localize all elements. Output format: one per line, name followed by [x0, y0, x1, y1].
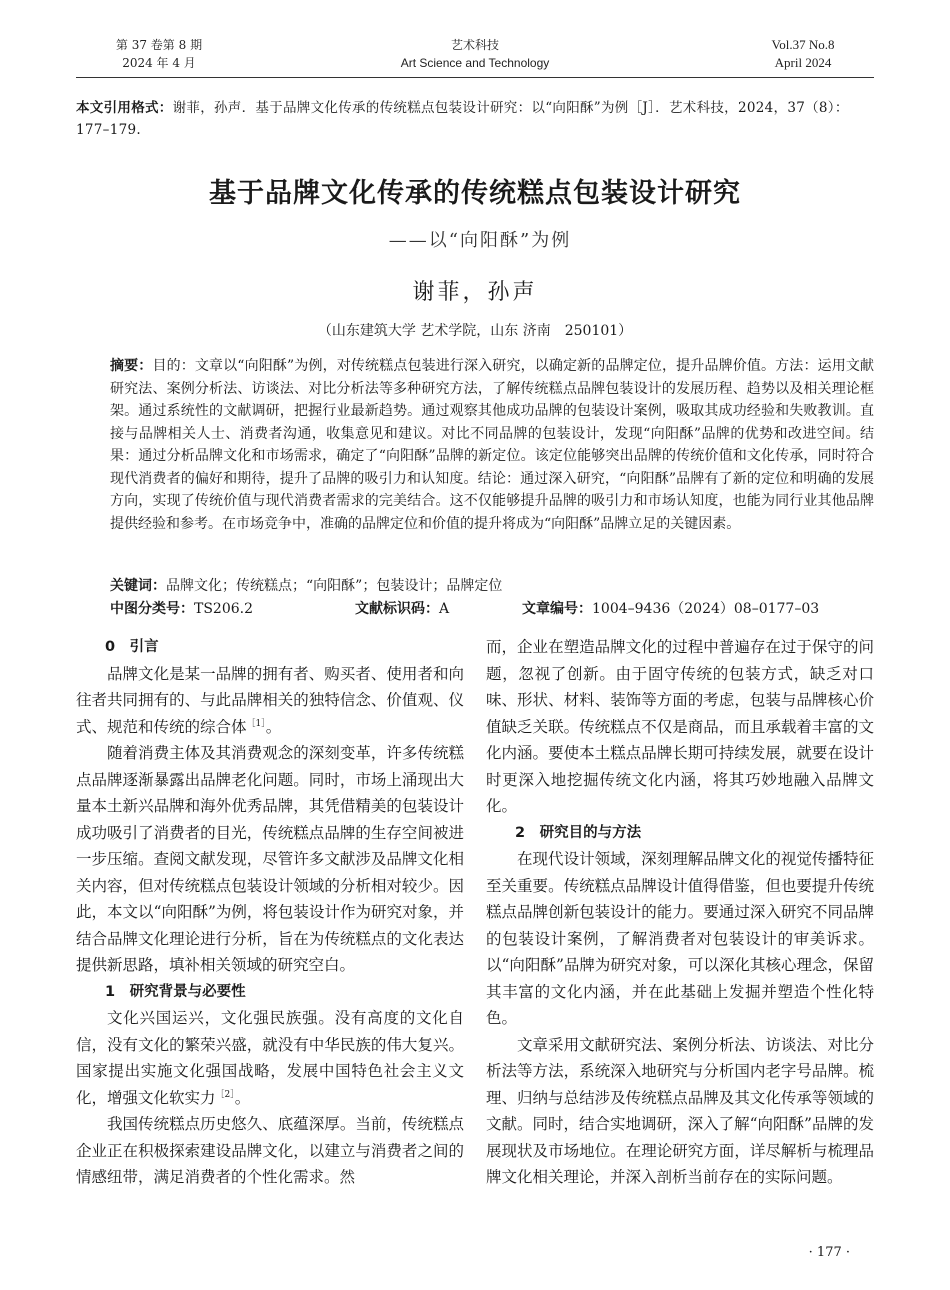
header-vol-cn: 第 37 卷第 8 期 — [115, 38, 203, 52]
citation — [76, 97, 874, 141]
paragraph: 随着消费主体及其消费观念的深刻变革，许多传统糕点品牌逐渐暴露出品牌老化问题。同时，市场上涌现出大量本土新兴品牌和海外优秀品牌，其凭借精美的包装设计成功吸引了消费者的目光，传统糕点品牌的生存空间被进一步压缩。查阅文献发现，尽管许多文献涉及品牌文化相关内容，但对传统糕点包装设计领域的分析相对较少。因此，本文以“向阳酥”为例，将包装设计作为研究对象，并结合品牌文化理论进行分析，旨在为传统糕点的文化表达提供新思路，填补相关领域的研究空白。 — [76, 744, 464, 974]
header-volume-cn — [104, 36, 214, 72]
article-label: 文章编号： — [522, 601, 592, 617]
citation-label: 本文引用格式： — [76, 100, 173, 116]
paragraph — [76, 1005, 464, 1111]
paper-title: 基于品牌文化传承的传统糕点包装设计研究 — [209, 178, 741, 209]
section-heading-1: 1 研究背景与必要性 — [105, 983, 246, 1000]
header-journal — [375, 36, 575, 72]
citation-text: 谢菲，孙声．基于品牌文化传承的传统糕点包装设计研究：以“向阳酥”为例［J］．艺术科技，2024，37（8）：177–179. — [76, 100, 849, 138]
paragraph: 我国传统糕点历史悠久、底蕴深厚。当前，传统糕点企业正在积极探索建设品牌文化，以建立与消费者之间的情感纽带，满足消费者的个性化需求。然 — [76, 1115, 464, 1186]
header-date-cn: 2024 年 4 月 — [122, 56, 196, 70]
clc-label: 中图分类号： — [110, 601, 194, 617]
paragraph — [76, 661, 464, 741]
abstract — [110, 355, 874, 535]
header-divider — [76, 77, 874, 78]
header-volume-en — [758, 36, 848, 72]
abstract-label: 摘要： — [110, 358, 153, 374]
clc-value: TS206.2 — [194, 601, 254, 617]
header-journal-cn: 艺术科技 — [450, 38, 499, 52]
article-value: 1004–9436（2024）08–0177–03 — [592, 601, 820, 617]
paragraph: 在现代设计领域，深刻理解品牌文化的视觉传播特征至关重要。传统糕点品牌设计值得借鉴，但也要提升传统糕点品牌创新包装设计的能力。要通过深入研究不同品牌的包装设计案例，了解消费者对包装设计的审美诉求。以“向阳酥”品牌为研究对象，可以深化其核心理念，保留其丰富的文化内涵，并在此基础上发掘并塑造个性化特色。 — [486, 850, 874, 1027]
header-journal-en: Art Science and Technology — [400, 56, 550, 70]
reference-2[interactable]: ［2］ — [215, 1089, 235, 1100]
authors: 谢菲，孙声 — [412, 280, 538, 305]
affiliation: （山东建筑大学 艺术学院，山东 济南 250101） — [317, 323, 633, 339]
body-column-left — [76, 634, 464, 1191]
paragraph-text: 品牌文化是某一品牌的拥有者、购买者、使用者和向往者共同拥有的、与此品牌相关的独特信念、价值观、仪式、规范和传统的综合体 — [76, 664, 464, 736]
article-number — [522, 598, 819, 618]
header-date-en: April 2024 — [774, 55, 832, 70]
paragraph-end: 。 — [234, 1088, 251, 1107]
section-heading-2: 2 研究目的与方法 — [515, 824, 642, 841]
paragraph-end: 。 — [265, 717, 282, 736]
clc-number — [110, 598, 253, 618]
section-heading-0: 0 引言 — [105, 639, 159, 655]
abstract-text: 目的：文章以“向阳酥”为例，对传统糕点包装进行深入研究，以确定新的品牌定位，提升品牌价值。方法：运用文献研究法、案例分析法、访谈法、对比分析法等多种研究方法，了解传统糕点品牌包装设计的发展历程、趋势以及相关理论框架。通过系统性的文献调研，把握行业最新趋势。通过观察其他成功品牌的包装设计案例，吸取其成功经验和失败教训。直接与品牌相关人士、消费者沟通，收集意见和建议。对比不同品牌的包装设计，发现“向阳酥”品牌的优势和改进空间。结果：通过分析品牌文化和市场需求，确定了“向阳酥”品牌的新定位。该定位能够突出品牌的传统价值和文化传承，同时符合现代消费者的偏好和期待，提升了品牌的吸引力和认知度。结论：通过深入研究，“向阳酥”品牌有了新的定位和明确的发展方向，实现了传统价值与现代消费者需求的完美结合。这不仅能够提升品牌的吸引力和市场认知度，也能为同行业其他品牌提供经验和参考。在市场竞争中，准确的品牌定位和价值的提升将成为“向阳酥”品牌立足的关键因素。 — [110, 358, 875, 532]
page-number: · 177 · — [808, 1245, 850, 1260]
keywords-text: 品牌文化；传统糕点；“向阳酥”；包装设计；品牌定位 — [166, 578, 503, 594]
paragraph-text: 文化兴国运兴，文化强民族强。没有高度的文化自信，没有文化的繁荣兴盛，就没有中华民族的伟大复兴。国家提出实施文化强国战略，发展中国特色社会主义文化，增强文化软实力 — [76, 1009, 464, 1107]
reference-1[interactable]: ［1］ — [246, 718, 266, 729]
doc-label: 文献标识码： — [355, 601, 439, 617]
paper-subtitle: ——以“向阳酥”为例 — [388, 230, 572, 251]
paragraph-continued: 而，企业在塑造品牌文化的过程中普遍存在过于保守的问题，忽视了创新。由于固守传统的包装方式，缺乏对口味、形状、材料、装饰等方面的考虑，包装与品牌核心价值缺乏关联。传统糕点不仅是商品，而且承载着丰富的文化内涵。要使本土糕点品牌长期可持续发展，就要在设计时更深入地挖掘传统文化内涵，将其巧妙地融入品牌文化。 — [486, 638, 874, 815]
doc-code — [355, 598, 449, 618]
body-column-right — [486, 634, 874, 1191]
paragraph: 文章采用文献研究法、案例分析法、访谈法、对比分析法等方法，系统深入地研究与分析国内老字号品牌。梳理、归纳与总结涉及传统糕点品牌及其文化传承等领域的文献。同时，结合实地调研，深入了解“向阳酥”品牌的发展现状及市场地位。在理论研究方面，详尽解析与梳理品牌文化相关理论，并深入剖析当前存在的实际问题。 — [486, 1035, 874, 1186]
keywords — [110, 575, 502, 595]
keywords-label: 关键词： — [110, 578, 166, 594]
doc-value: A — [439, 601, 450, 617]
header-vol-en: Vol.37 No.8 — [771, 37, 835, 52]
